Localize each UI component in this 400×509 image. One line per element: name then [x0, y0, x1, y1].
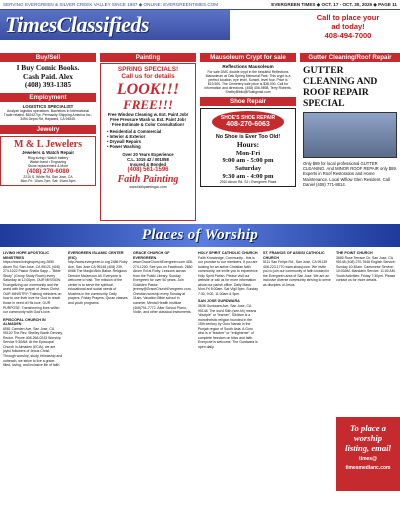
- jewelry-phone: (408) 270-6080: [26, 167, 70, 175]
- buy-sell-line2: Cash Paid. Alex: [23, 71, 73, 81]
- shoe-stamp: [212, 111, 284, 133]
- col-mausoleum: [200, 53, 296, 187]
- painting-svc4: • Power Washing: [107, 144, 141, 150]
- section-mausoleum: Mausoleum Crypt for sale: [200, 53, 296, 62]
- call-line1: Call to place your: [316, 13, 380, 22]
- employment-title: LOGISTICS SPECIALIST: [22, 103, 74, 109]
- painting-free: FREE!!!: [123, 96, 173, 112]
- shoe-weekday-hours: 9:00 am - 5:00 pm: [222, 157, 274, 165]
- living-hope-body: https://www.livinghopesj.org 2650 Aborn Rd, San Jose, CA 95121 (408) 274-1022 Pastor Sheila Sapp – "Bible Study" (Group Study Room) every Saturday at 12:00pm. OUR MISSION: Evangelizing our community and the world with the gospel of Jesus Christ. OUR MINISTRY: Training ministers on how to use their love for God to reach those in need of His love. OUR PURPOSE: Transforming lives within our community with God's love.: [3, 260, 62, 315]
- place-listing-line2: listing, email: [345, 443, 391, 453]
- painting-svc1: • Residential & Commercial: [107, 128, 162, 134]
- call-to-place: [300, 13, 396, 40]
- church-col-3: [133, 251, 193, 507]
- painting-phone: (408) 561-1596: [127, 166, 169, 173]
- jewelry-sub: Jewelers & Watch Repair: [21, 150, 75, 156]
- place-listing-box: [336, 417, 400, 491]
- painting-look: LOOK!!!: [116, 80, 180, 98]
- jewelry-name: M & L Jewelers: [13, 139, 83, 151]
- roof-photo: [303, 112, 397, 158]
- mausoleum-title: Reflections Mausoleum: [222, 64, 274, 69]
- mausoleum-ad: [200, 62, 296, 96]
- section-painting: Painting: [100, 53, 196, 62]
- section-shoe: Shoe Repair: [200, 97, 296, 106]
- buy-sell-line1: I Buy Comic Books.: [16, 63, 80, 72]
- section-employment: Employment: [0, 93, 96, 102]
- masthead-banner: [0, 10, 230, 40]
- painting-svc3: • Drywall Repairs: [107, 139, 142, 145]
- gutter-title: GUTTER CLEANING AND ROOF REPAIR SPECIAL: [303, 65, 378, 109]
- banner-title: Places of Worship: [141, 227, 259, 243]
- church-col-1: [3, 251, 63, 507]
- gutter-ad: [300, 62, 400, 190]
- shoe-weekday: Mon-Fri: [235, 149, 261, 157]
- holy-spirit-name: HOLY SPIRIT CATHOLIC CHURCH: [198, 251, 258, 255]
- episcopal-name: EPISCOPAL CHURCH IN ALMADEN: [3, 317, 46, 327]
- header-left: SERVING EVERGREEN & SILVER CREEK VALLEY SINCE 1987 ◆ ONLINE: EVERGREENTIMES.COM: [3, 1, 219, 7]
- places-of-worship-banner: [0, 224, 400, 247]
- episcopal-body: 6581 Camden Ave. San Jose, CA 95120 The Rev. Shelley Booth Denney, Rector. Phone 408-268-0243 Worship Service 9:30AM. At the Episcopal Church in Almaden (ECiA), we are joyful followers of Jesus Christ. Through worship, study, fellowship and outreach, we strive to live a grace-filled, loving, and inclusive life of faith.: [3, 326, 63, 368]
- shoe-no-shoe: No Shoe is Ever Too Old!: [215, 134, 281, 141]
- church-col-5: [263, 251, 331, 507]
- page-header-strip: [0, 0, 400, 10]
- col-gutter: [300, 53, 400, 190]
- shoe-saturday-hours: 9:30 am - 4:00 pm: [222, 172, 274, 180]
- gurdwara-body: 3636 Gurdwara Ave. San Jose, CA 95148. The word Sikh (see-kh) means "disciple" or "learner". Sikhism is a monotheistic religion founded in the 15th century by Guru Nanak in the Punjab region of South Asia. A Guru who is a "teacher" or "enlightener" of complete freedom on bliss and faith. Everyone is welcome. The Gurdwara is open daily.: [198, 304, 258, 349]
- painting-promo2: Call us for details: [121, 73, 175, 81]
- painting-years: Over 20 Years Experience: [122, 151, 174, 157]
- holy-spirit-body: Faith Knowledge, Community - this is our promise to our members. If you are looking for an active Christian faith community, we invite you to experience Holy Spirit Parish. Please visit our website or call us for more information about our parish office. Daily Mass Mon-Fri 8:00am. Sat Vigil 5pm. Sunday 7:30, 9:00, 11:00am & 5pm.: [198, 255, 258, 296]
- church-col-2: [68, 251, 128, 507]
- grace-name: GRACE CHURCH OF EVERGREEN: [133, 251, 170, 260]
- st-francis-body: 5111 San Felipe Rd., San Jose, CA 95135 408-223-1770 www.sfoasj.com. We invite you to join our community of faith located in the Evergreen area of San Jose. We are an inclusive diverse community striving to serve as disciples of Jesus.: [263, 260, 331, 287]
- jewelry-hours: Mon-Fri: 10am-7pm, Sat: 10am-5pm: [20, 179, 76, 184]
- place-listing-line1: To place a worship: [350, 423, 386, 443]
- shoe-ad: [200, 108, 296, 187]
- shoe-stamp-name: SHOE'S SHOE REPAIR: [220, 115, 276, 122]
- gutter-body: Only $89 for local professional GUTTER CLEANING. And MINOR ROOF REPAIR only $89. Experts in Roof Restoration and Home Maintenance. Local Willow Glen Resident. Call Daniel (408) 771-8814.: [303, 161, 397, 187]
- section-jewelry: Jewelry: [0, 125, 96, 134]
- st-francis-name: ST. FRANCIS OF ASSISI CATHOLIC CHURCH: [263, 251, 325, 260]
- section-gutter: Gutter Cleaning/Roof Repair: [300, 53, 400, 62]
- masthead-title: TimesClassifieds: [5, 12, 149, 37]
- shoe-address: 2910 Aborn Rd. SJ • Evergreen Plaza: [219, 180, 277, 185]
- grace-body: www.GraceChurchEvergreen.com 408-274-1200. See you on Facebook. 2650 Aborn Rd at Ruby. Lessons across from the Public Library. Sunday Evergreen for over 50 years. Join Goldsten Pastor. jeremy@GraceChurchEvergreen.com. Christian worship every Sunday at 11am. Vacation Bible school in summer, Mental Health Institute (408)791-7772. After School Piano, Violin, and other classical instruments.: [133, 260, 193, 315]
- painting-insured: Insured & Bonded: [129, 161, 167, 167]
- church-col-6: [336, 251, 398, 413]
- mausoleum-body: For sale DMC double crypt in the beautiful Reflections Mausoleum at Oak Spring Memorial Park. This crypt is a perfect location, eye level, Sunset, level four. Price is $19,500. The Cemetery sale price is $38,000. Call for information and directions. (408) 406-9898, Terry Roberts, ShelbyBiblic@Rustigmail.com: [204, 69, 292, 95]
- employment-body: Analyze logistics operations. Bachelors in International Trade related. $62427/yr. Permacity Shipping America Inc., 3494 Depot Rd, Hayward, CA 94545.: [3, 108, 93, 122]
- call-phone: 408-494-7000: [324, 31, 372, 40]
- buy-sell-ad: [0, 62, 96, 90]
- painting-offer3: Free Estimate & Color Consultation!: [112, 121, 184, 127]
- point-church-name: THE POINT CHURCH: [336, 251, 373, 255]
- painting-logo: Faith Painting: [117, 173, 179, 185]
- gurdwara-name: SAN JOSE GURDWARA: [198, 299, 240, 304]
- shoe-hours-title: Hours:: [236, 140, 260, 150]
- painting-ad: [100, 63, 196, 221]
- painting-offer1: Free Window Cleaning w. Ext. Paint Job!: [107, 111, 189, 117]
- section-buy-sell: Buy/Sell: [0, 53, 96, 62]
- shoe-phone: 408-270-6063: [226, 121, 270, 129]
- shoe-saturday: Saturday: [234, 164, 261, 172]
- evergreen-islamic-name: EVERGREEN ISLAMIC CENTER (EIC): [68, 251, 124, 260]
- living-hope-name: LIVING HOPE APOSTOLIC MINISTRIES: [3, 251, 50, 260]
- col-painting: [100, 53, 196, 62]
- jewelry-services: Ring sizing • Watch battery Watch band • Engraving Stone replacement & More: [27, 155, 69, 168]
- jewelry-address: 2210 S. White Rd. San Jose, CA: [23, 175, 73, 180]
- painting-license: C.L. 1015 42 / 001058: [127, 156, 169, 162]
- point-church-body: 3680 Rose Terrace Cir, San Jose, CA 95148 (408) 270-7646 English Service: Sunday 10:30am. Cantonese Service: 10:00AM. Mandarin Service: 11:00 AM. Youth Activities: Friday 7:30pm. Please contact us for more details.: [336, 255, 396, 283]
- header-right: EVERGREEN TIMES ◆ OCT. 17 - OCT. 30, 2025 ◆ PAGE 11: [271, 1, 397, 7]
- masthead: [0, 10, 400, 40]
- church-col-4: [198, 251, 258, 507]
- painting-svc2: • Interior & Exterior: [107, 134, 146, 140]
- call-line2: ad today!: [331, 22, 365, 31]
- employment-ad: [0, 102, 96, 124]
- col-buy-sell: [0, 53, 96, 186]
- painting-promo1: SPRING SPECIALS!: [117, 66, 179, 73]
- painting-offer2: Free Pressure Wash w. Ext. Paint Job!: [110, 116, 186, 122]
- painting-web: www.faithpaintingco.com: [129, 184, 167, 189]
- evergreen-islamic-body: http://www.evergreen-ic.org 2486 Ruby Ave, San Jose CA 95148 (408) 239-6988 The Masjid Ablu Bakar. Religious Director Ma'amoon Ali. Everyone is welcome to visit. The mission of the center is to serve the spiritual, educational and social needs of Muslims in the community. Daily prayers, Friday Prayers, Quran classes and youth programs.: [68, 260, 128, 306]
- jewelry-ad: [0, 136, 96, 186]
- buy-sell-phone: (408) 393-1385: [24, 80, 72, 89]
- place-listing-email-domain[interactable]: timesmedianc.com: [345, 465, 391, 471]
- place-listing-email[interactable]: times@: [359, 456, 377, 462]
